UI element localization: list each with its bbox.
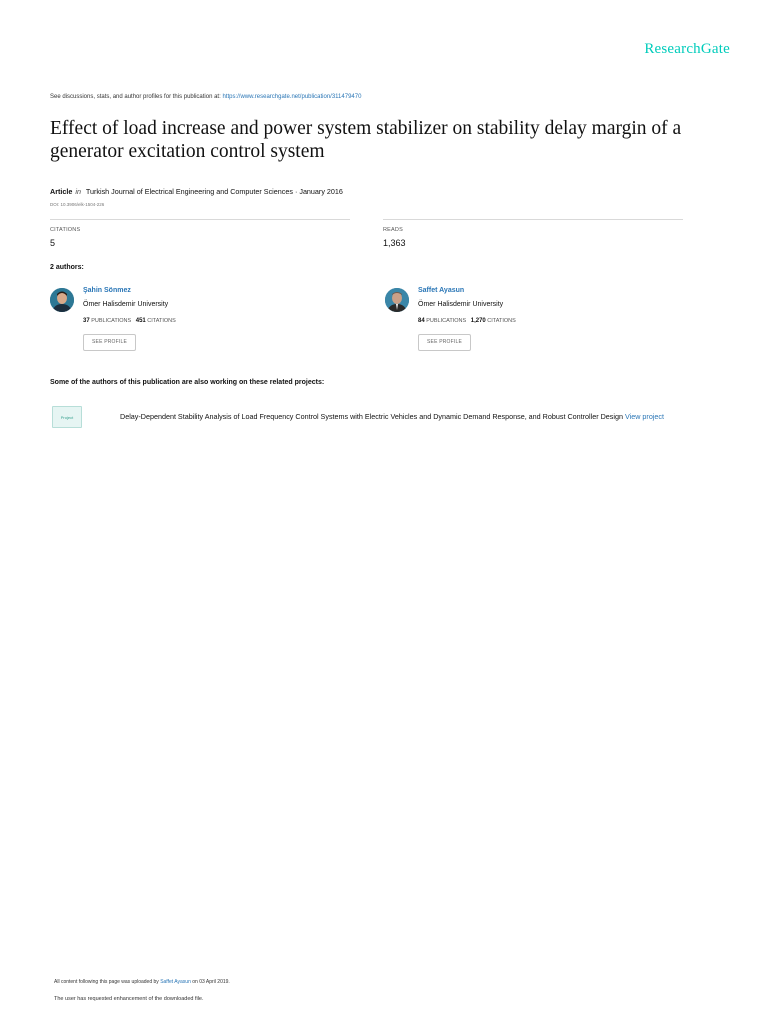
see-discussions-line: [50, 94, 361, 100]
author-institution: Ömer Halisdemir University: [83, 301, 169, 308]
see-profile-button[interactable]: SEE PROFILE: [83, 334, 136, 351]
avatar[interactable]: [50, 288, 74, 312]
publications-count: 37: [83, 318, 90, 324]
citations-value: 5: [50, 238, 56, 248]
project-title: Delay-Dependent Stability Analysis of Load Frequency Control Systems with Electric Vehicles and Dynamic Demand Response, and Robust Controller Design: [120, 412, 623, 421]
article-type: Article: [50, 187, 73, 196]
divider-right: [383, 219, 683, 220]
reads-value: 1,363: [383, 238, 406, 248]
author-stats: [83, 318, 176, 324]
upload-prefix: All content following this page was uploaded by: [54, 979, 159, 985]
author-photo-icon: [385, 288, 409, 312]
author-photo-icon: [50, 288, 74, 312]
uploader-link[interactable]: Saffet Ayasun: [160, 979, 191, 985]
publications-label: PUBLICATIONS: [91, 318, 132, 324]
upload-suffix: on 03 April 2019.: [192, 979, 230, 985]
author-name-link[interactable]: Saffet Ayasun: [418, 287, 465, 294]
related-projects-heading: Some of the authors of this publication are also working on these related projects:: [50, 379, 325, 386]
meta-separator: ·: [294, 187, 298, 196]
publications-label: PUBLICATIONS: [426, 318, 467, 324]
citations-label: CITATIONS: [50, 227, 81, 233]
project-icon-label: Project: [60, 415, 74, 420]
project-icon[interactable]: [52, 406, 82, 428]
citations-label: CITATIONS: [487, 318, 516, 324]
avatar[interactable]: [385, 288, 409, 312]
upload-info: [54, 979, 230, 985]
journal-name: Turkish Journal of Electrical Engineering and Computer Sciences: [85, 187, 293, 196]
in-word: in: [75, 187, 81, 196]
authors-heading: 2 authors:: [50, 264, 84, 271]
author-institution: Ömer Halisdemir University: [418, 301, 504, 308]
reads-label: READS: [383, 227, 403, 233]
enhancement-note: The user has requested enhancement of the downloaded file.: [54, 996, 204, 1002]
author-name-link[interactable]: Şahin Sönmez: [83, 287, 131, 294]
divider-left: [50, 219, 350, 220]
publication-date: January 2016: [299, 187, 343, 196]
publication-url-link[interactable]: https://www.researchgate.net/publication/311479470: [222, 94, 362, 100]
see-profile-button[interactable]: SEE PROFILE: [418, 334, 471, 351]
publications-count: 84: [418, 318, 425, 324]
paper-title: Effect of load increase and power system stabilizer on stability delay margin of a generator excitation control system: [50, 118, 682, 162]
researchgate-logo[interactable]: ResearchGate: [644, 41, 730, 57]
citations-count: 1,270: [470, 318, 486, 324]
paper-meta: [50, 187, 343, 196]
citations-label: CITATIONS: [147, 318, 176, 324]
author-stats: [418, 318, 516, 324]
doi: DOI: 10.3906/elk-1504-226: [50, 202, 105, 207]
see-discussions-text: See discussions, stats, and author profiles for this publication at:: [50, 94, 221, 100]
project-entry: [120, 412, 664, 421]
citations-count: 451: [135, 318, 146, 324]
view-project-link[interactable]: View project: [624, 412, 665, 421]
